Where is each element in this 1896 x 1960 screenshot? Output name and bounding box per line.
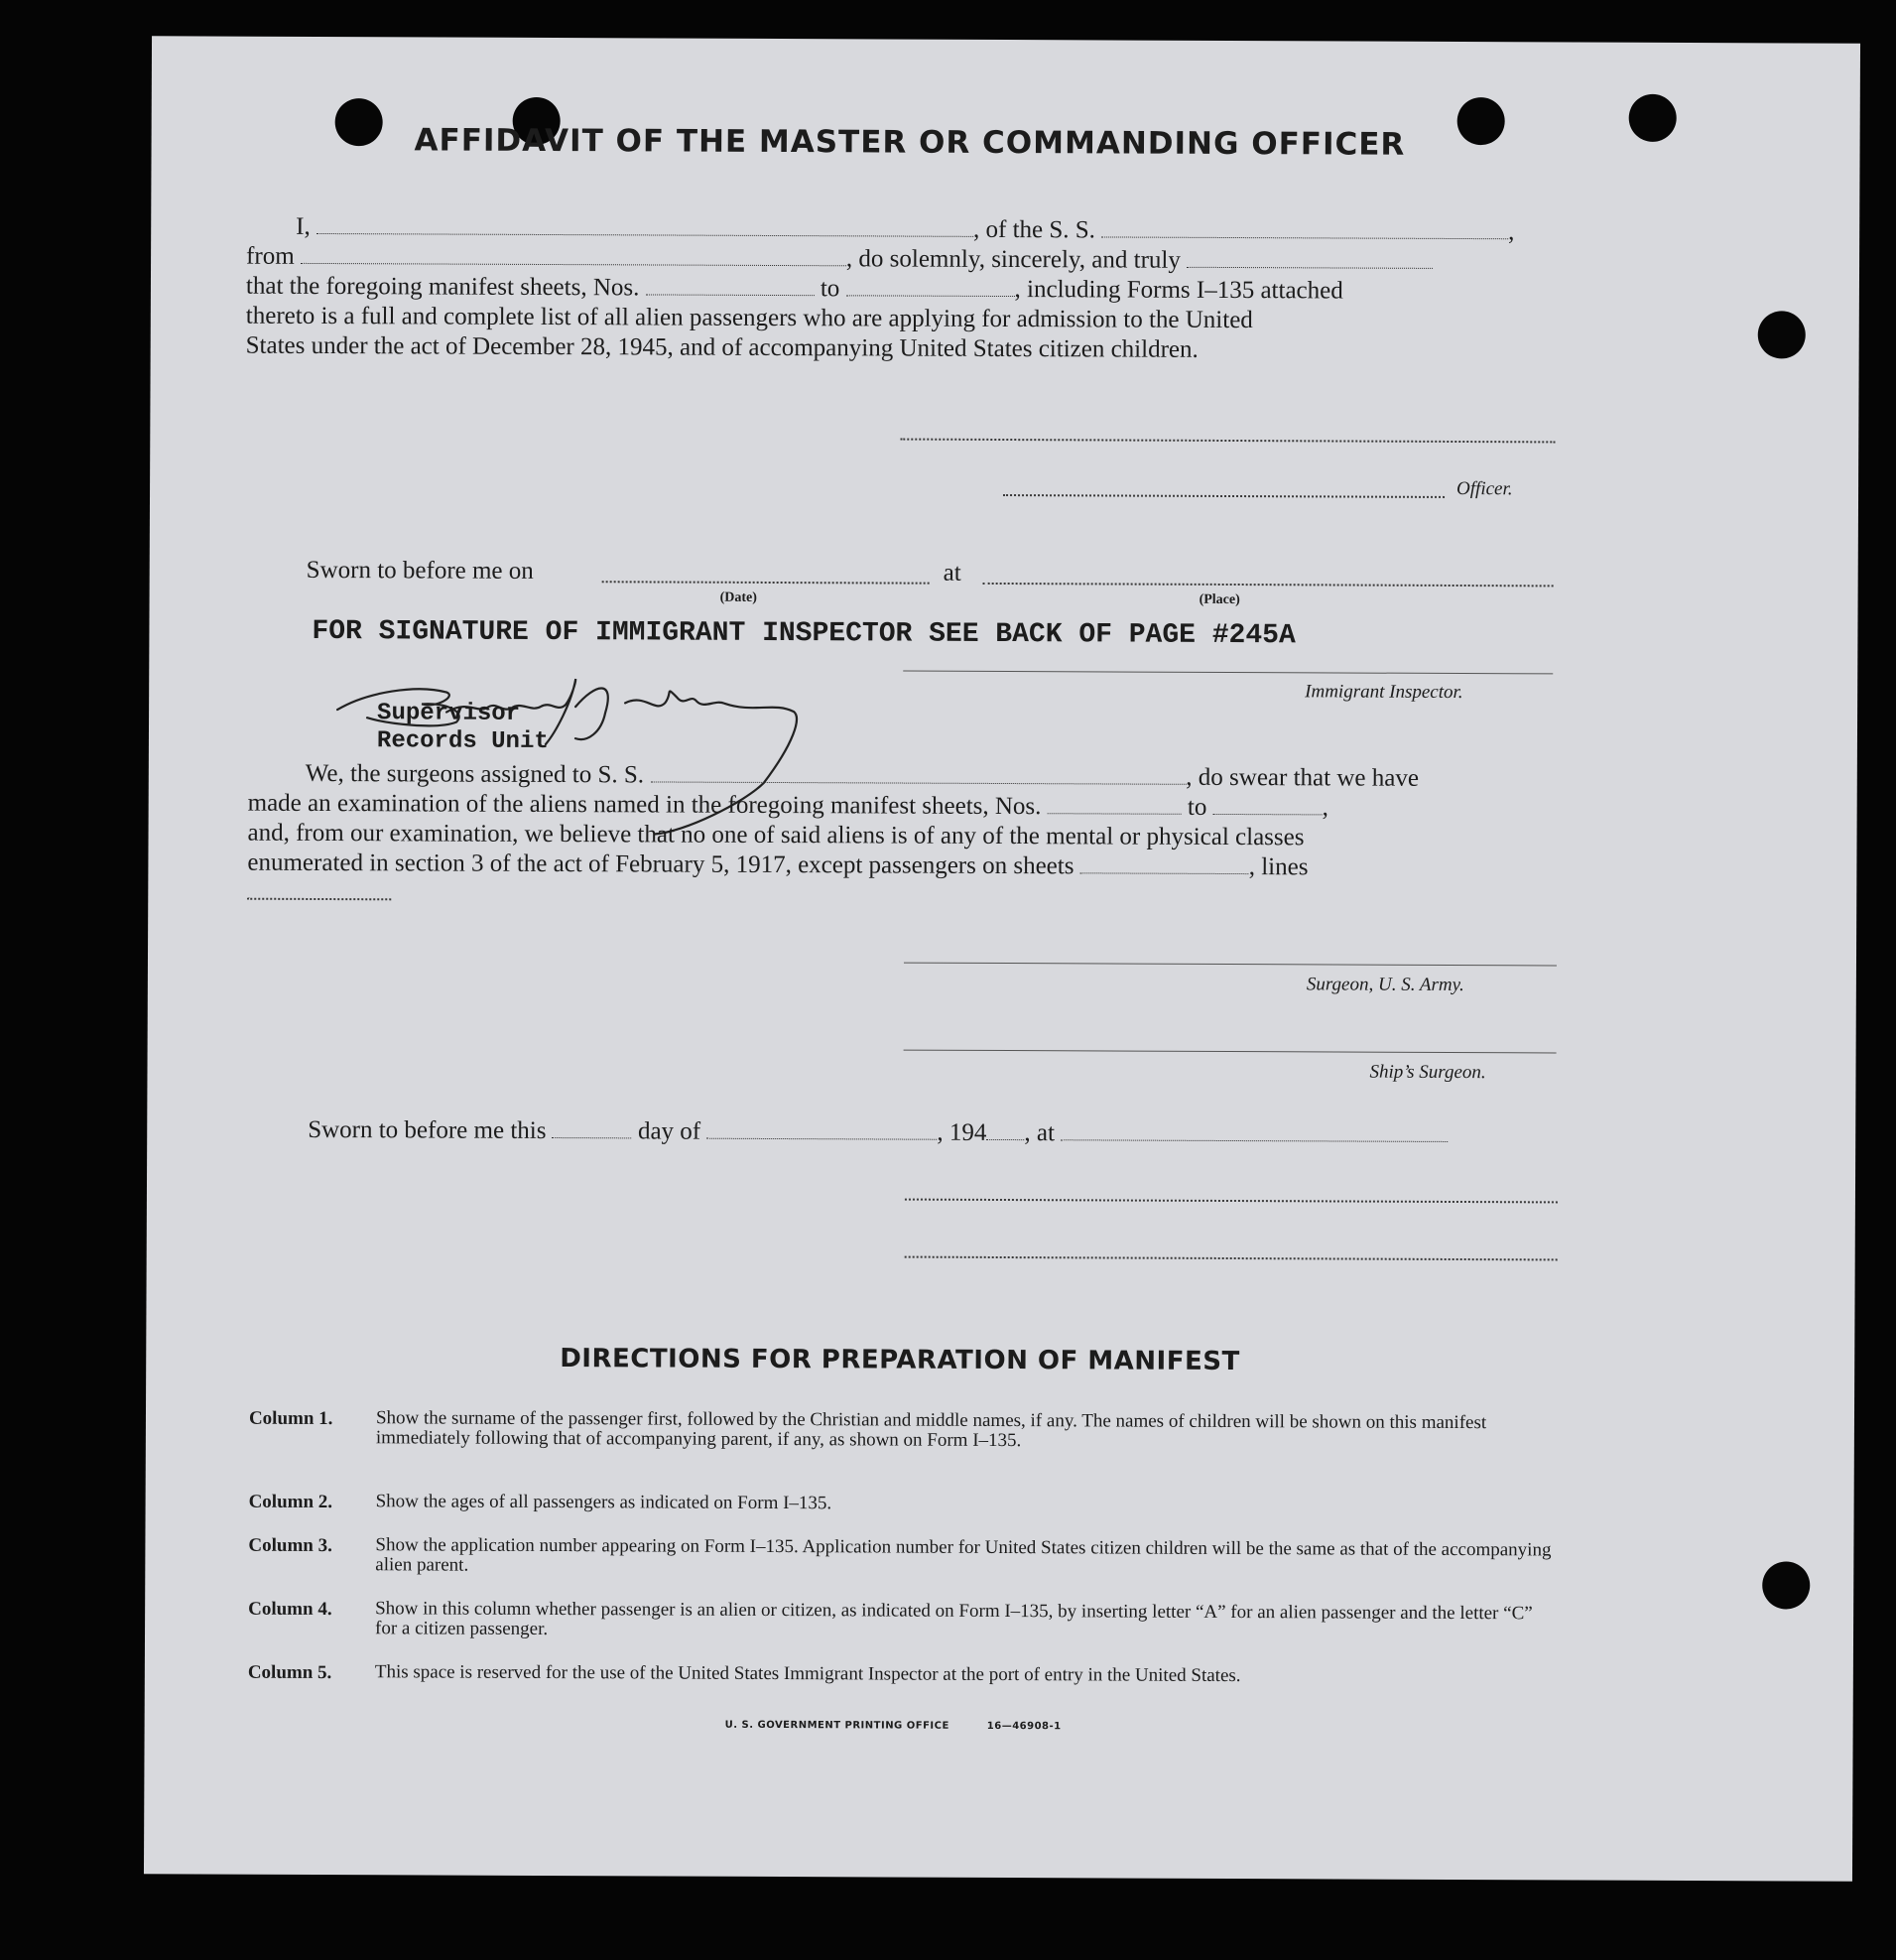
surgeons-line-1: We, the surgeons assigned to S. S. , do swear that we have (305, 759, 1420, 792)
affidavit-line-4: thereto is a full and complete list of all alien passengers who are applying for admission to the United (245, 302, 1253, 334)
sworn-place-field[interactable] (983, 583, 1554, 588)
printer-imprint (725, 1720, 1062, 1732)
lines-field[interactable] (247, 898, 391, 901)
surgeon-sheet-from-field[interactable] (1048, 795, 1182, 815)
official-title-line[interactable] (905, 1256, 1558, 1261)
inspector-note: FOR SIGNATURE OF IMMIGRANT INSPECTOR SEE BACK OF PAGE #245A (312, 615, 1296, 652)
officer-caption: Officer. (1456, 477, 1513, 500)
affidavit-line-2: from , do solemnly, sincerely, and truly (246, 242, 1433, 277)
directions-title: DIRECTIONS FOR PREPARATION OF MANIFEST (560, 1344, 1240, 1377)
ship-field[interactable] (1101, 218, 1508, 239)
affidavit-line-5: States under the act of December 28, 1945, and of accompanying United States citizen children. (245, 331, 1199, 363)
direction-label: Column 3. (248, 1534, 332, 1557)
surgeons-line-4: enumerated in section 3 of the act of February 5, 1917, except passengers on sheets , lines (247, 849, 1309, 881)
direction-text: This space is reserved for the use of the United States Immigrant Inspector at the port of entry in the United States. (374, 1661, 1241, 1687)
sheet-to-field[interactable] (846, 277, 1015, 297)
date-caption: (Date) (719, 589, 757, 605)
ship-surgeon-signature-line[interactable] (904, 1050, 1557, 1054)
sworn-place-field-2[interactable] (1061, 1121, 1448, 1142)
army-surgeon-caption: Surgeon, U. S. Army. (1306, 974, 1464, 996)
form-sheet (144, 36, 1860, 1881)
sworn-month-field[interactable] (706, 1120, 937, 1140)
direction-text: Show the ages of all passengers as indicated on Form I–135. (375, 1491, 832, 1514)
from-field[interactable] (301, 245, 846, 266)
sworn-year-field[interactable] (986, 1121, 1024, 1140)
direction-label: Column 2. (248, 1491, 333, 1513)
direction-text: Show the surname of the passenger first, followed by the Christian and middle names, if any. The names of children will be shown on this manifest immediately following that of accompanying parent, if any, as shown on Form I–135. (375, 1407, 1487, 1452)
officer-title-line[interactable] (1003, 494, 1445, 498)
direction-label: Column 1. (248, 1407, 333, 1430)
army-surgeon-signature-line[interactable] (904, 963, 1557, 967)
sworn-before-label: Sworn to before me on (306, 556, 534, 585)
sheet-from-field[interactable] (646, 276, 815, 296)
officer-signature-line[interactable] (900, 439, 1555, 444)
inspector-caption: Immigrant Inspector. (1305, 681, 1463, 704)
surgeons-line-2: made an examination of the aliens named in the foregoing manifest sheets, Nos. to , (247, 789, 1328, 822)
printer-name: U. S. GOVERNMENT PRINTING OFFICE (724, 1719, 949, 1732)
except-sheets-field[interactable] (1080, 854, 1249, 874)
affidavit-line-3: that the foregoing manifest sheets, Nos. to , including Forms I–135 attached (245, 272, 1343, 305)
sworn-day-field[interactable] (553, 1119, 632, 1138)
inspector-signature-line[interactable] (903, 671, 1553, 675)
form-code: 16—46908-1 (986, 1720, 1062, 1733)
punch-hole (1758, 311, 1806, 358)
direction-label: Column 4. (248, 1598, 332, 1621)
punch-hole (1629, 94, 1677, 142)
direction-text: Show in this column whether passenger is an alien or citizen, as indicated on Form I–135, by inserting letter “A” for an alien passenger and the letter “C” for a citizen passenger. (375, 1598, 1533, 1640)
sworn-date-field[interactable] (602, 581, 930, 584)
surgeon-sheet-to-field[interactable] (1213, 796, 1323, 815)
surgeons-line-3: and, from our examination, we believe that no one of said aliens is of any of the mental or physical classes (247, 819, 1305, 851)
signature-name (152, 36, 159, 37)
signature-title-2: Records Unit (376, 727, 549, 756)
direction-label: Column 5. (247, 1661, 332, 1684)
punch-hole (1457, 97, 1505, 145)
affidavit-line-1: I, , of the S. S. , (296, 212, 1515, 246)
surgeon-ship-field[interactable] (650, 763, 1186, 784)
place-caption: (Place) (1199, 591, 1240, 608)
ship-surgeon-caption: Ship’s Surgeon. (1369, 1061, 1486, 1084)
oath-field[interactable] (1187, 249, 1433, 269)
official-signature-line[interactable] (905, 1199, 1558, 1204)
surgeons-sworn-line: Sworn to before me this day of , 194 , at (308, 1115, 1448, 1150)
signature-title-1: Supervisor (377, 700, 521, 727)
name-field[interactable] (316, 215, 973, 237)
direction-text: Show the application number appearing on Form I–135. Application number for United States citizen children will be the same as that of the accompanying alien parent. (375, 1534, 1552, 1576)
affidavit-title: AFFIDAVIT OF THE MASTER OR COMMANDING OFFICER (414, 122, 1406, 163)
punch-hole (335, 98, 383, 146)
punch-hole (1762, 1561, 1810, 1609)
sworn-at-label: at (943, 559, 961, 587)
